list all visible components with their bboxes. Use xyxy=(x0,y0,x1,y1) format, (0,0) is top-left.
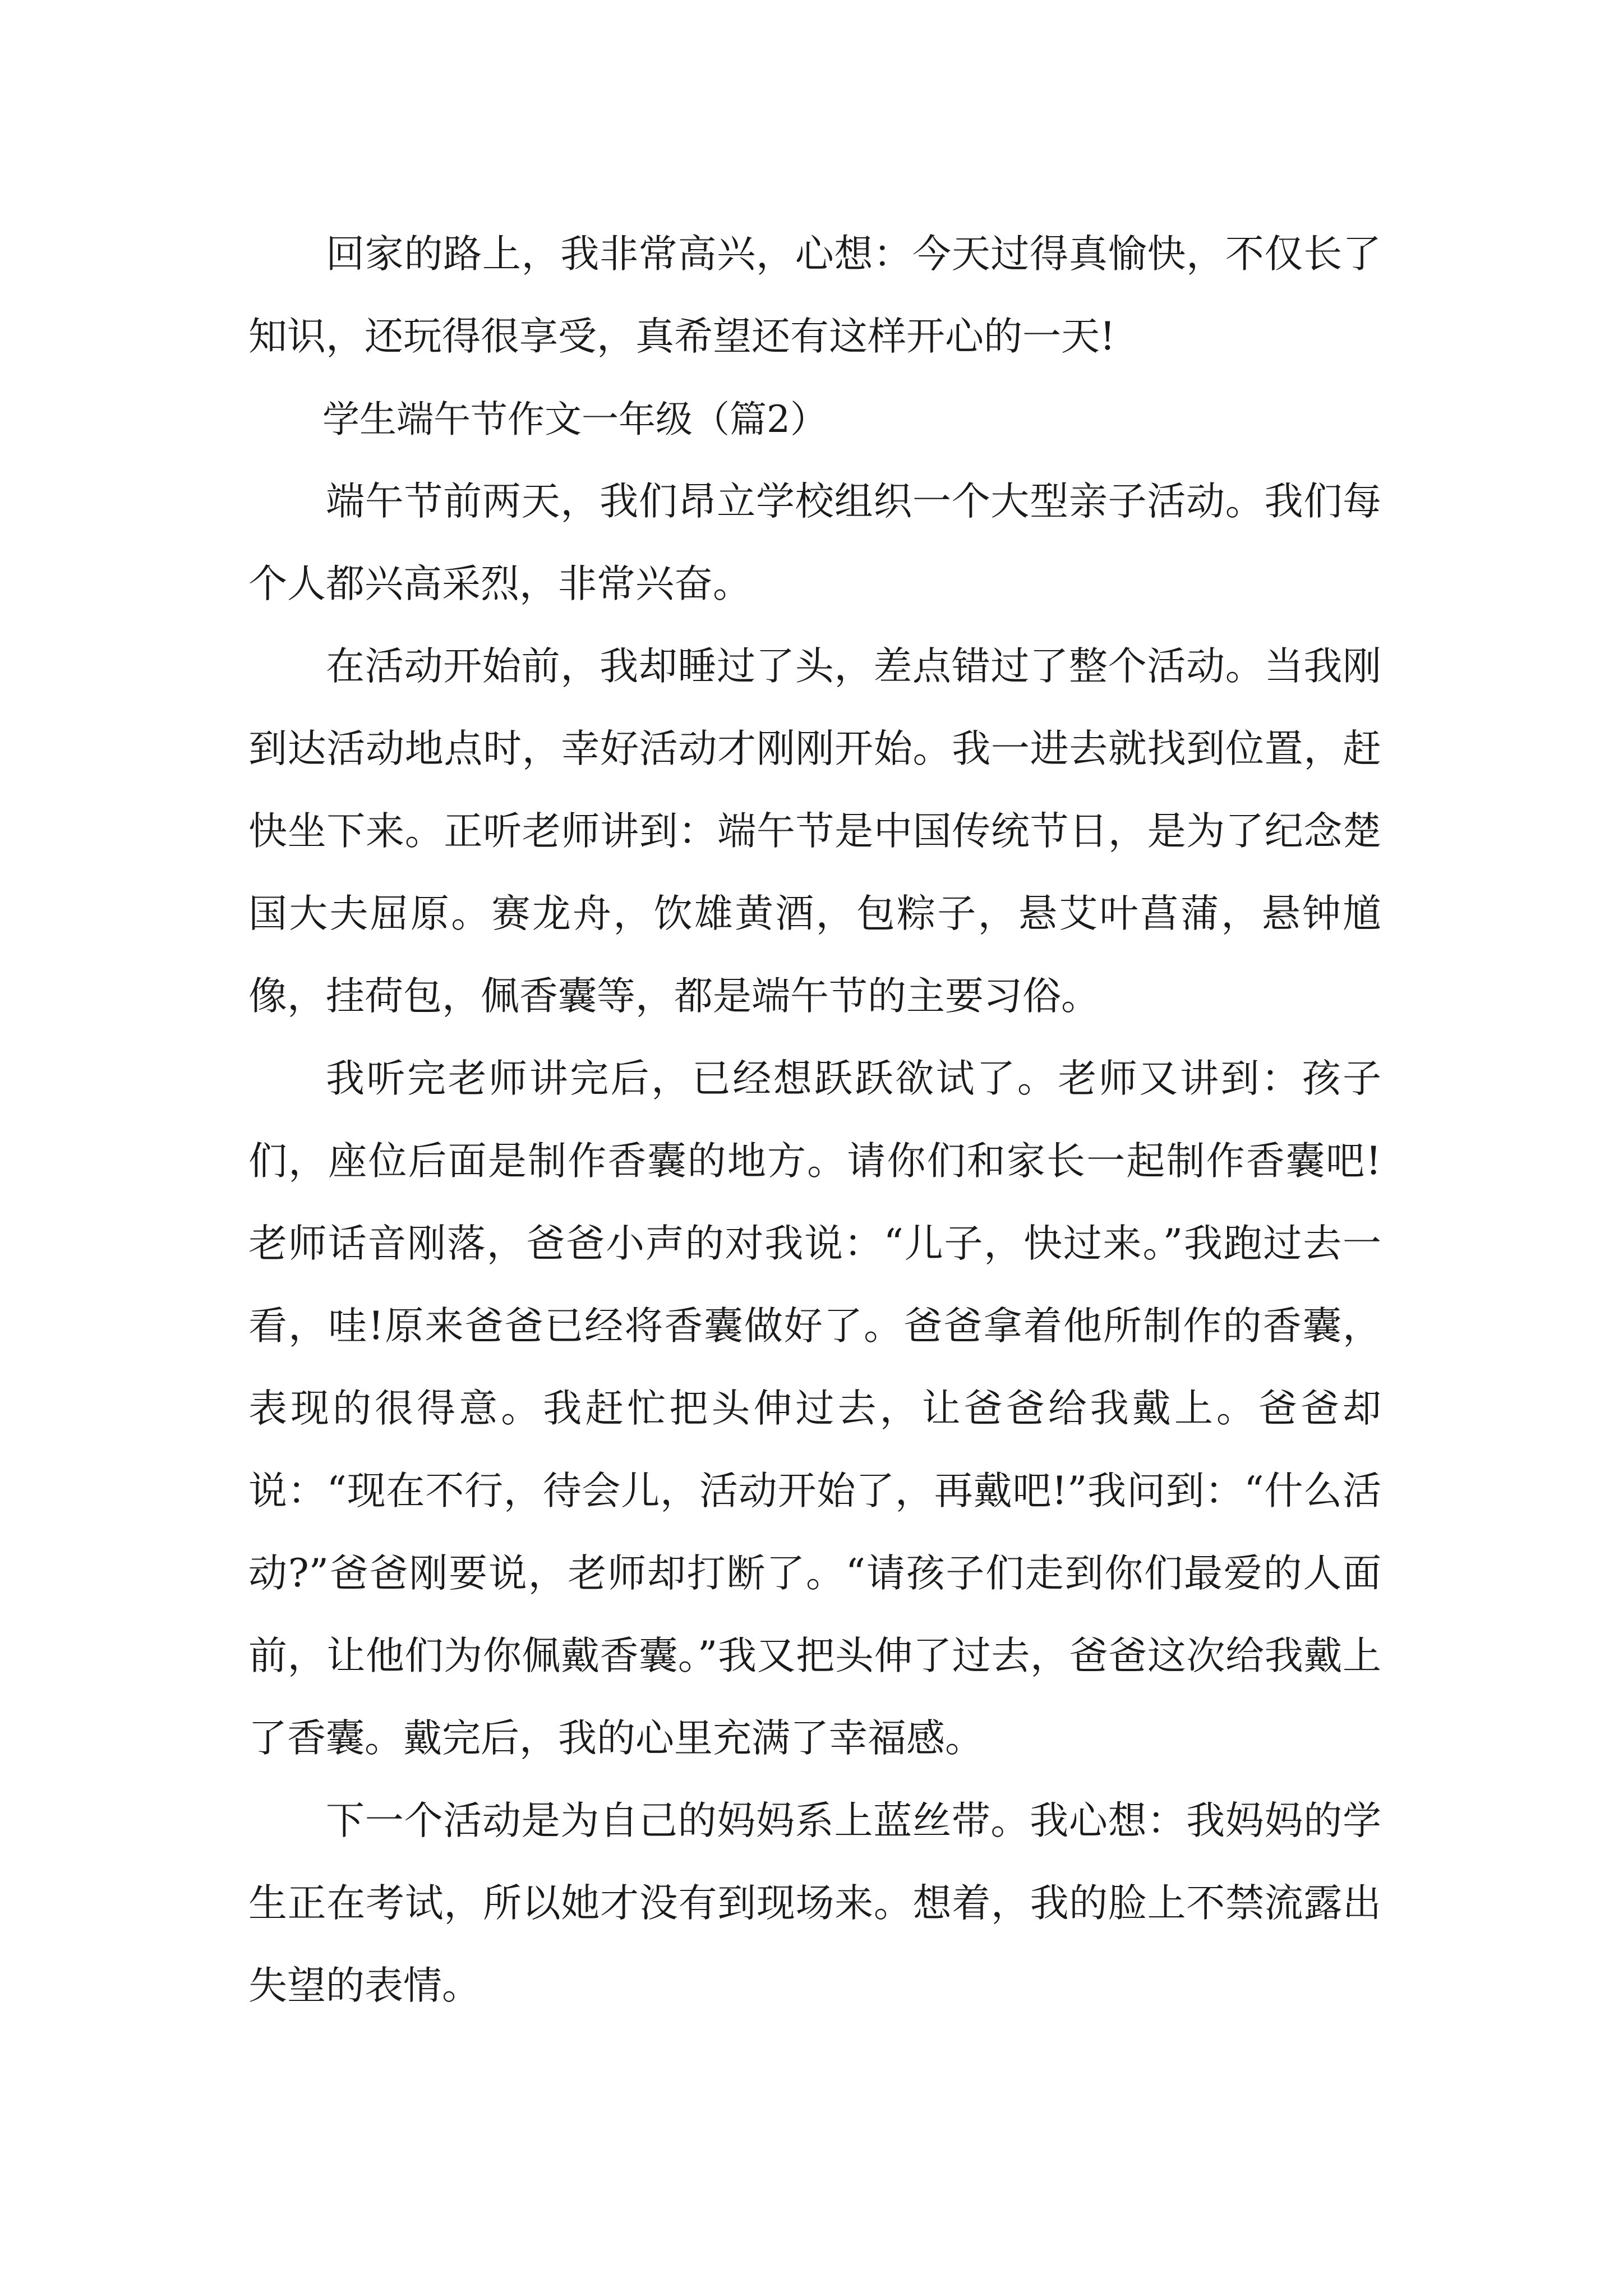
document-page xyxy=(248,213,1381,2027)
paragraph-1: 回家的路上，我非常高兴，心想：今天过得真愉快，不仅长了知识，还玩得很享受，真希望还有这样开心的一天! xyxy=(248,232,1381,359)
paragraph-5: 下一个活动是为自己的妈妈系上蓝丝带。我心想：我妈妈的学生正在考试，所以她才没有到现场来。想着，我的脸上不禁流露出失望的表情。 xyxy=(248,1798,1381,2008)
paragraph-2: 端午节前两天，我们昂立学校组织一个大型亲子活动。我们每个人都兴高采烈，非常兴奋。 xyxy=(248,479,1381,606)
paragraph-4: 我听完老师讲完后，已经想跃跃欲试了。老师又讲到：孩子们，座位后面是制作香囊的地方。请你们和家长一起制作香囊吧!老师话音刚落，爸爸小声的对我说：“儿子，快过来。”我跑过去一看，哇!原来爸爸已经将香囊做好了。爸爸拿着他所制作的香囊，表现的很得意。我赶忙把头伸过去，让爸爸给我戴上。爸爸却说：“现在不行，待会儿，活动开始了，再戴吧!”我问到：“什么活动?”爸爸刚要说，老师却打断了。“请孩子们走到你们最爱的人面前，让他们为你佩戴香囊。”我又把头伸了过去，爸爸这次给我戴上了香囊。戴完后，我的心里充满了幸福感。 xyxy=(248,1056,1381,1761)
paragraph-3: 在活动开始前，我却睡过了头，差点错过了整个活动。当我刚到达活动地点时，幸好活动才刚刚开始。我一进去就找到位置，赶快坐下来。正听老师讲到：端午节是中国传统节日，是为了纪念楚国大夫屈原。赛龙舟，饮雄黄酒，包粽子，悬艾叶菖蒲，悬钟馗像，挂荷包，佩香囊等，都是端午节的主要习俗。 xyxy=(248,644,1381,1019)
section-heading: 学生端午节作文一年级（篇2） xyxy=(322,398,827,441)
